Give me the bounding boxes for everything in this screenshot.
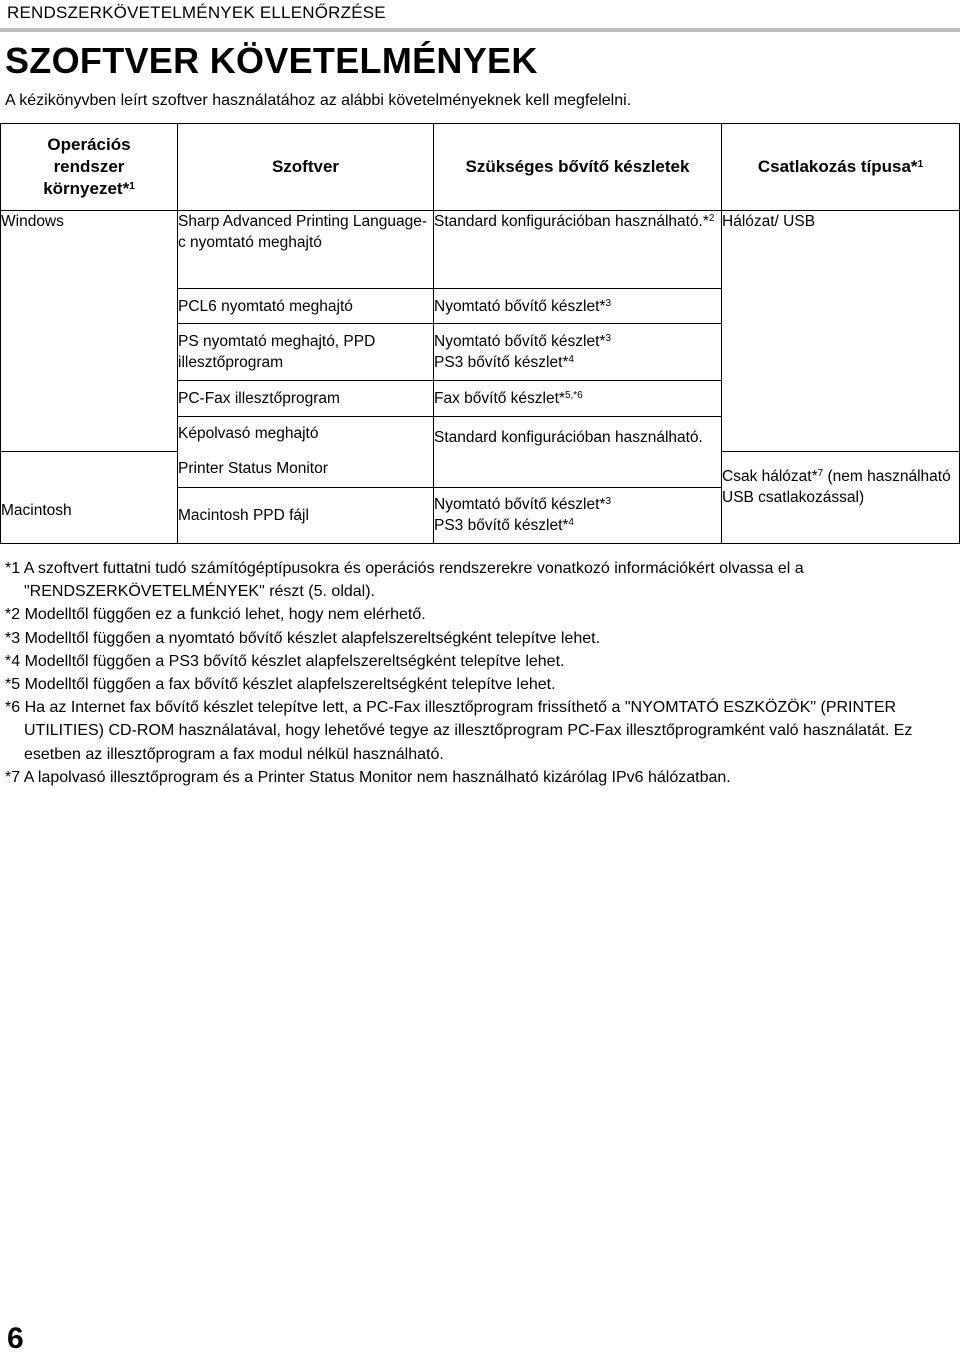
software-psm: Printer Status Monitor (178, 452, 434, 488)
software-macppd: Macintosh PPD fájl (178, 488, 434, 544)
kit-pcl6: Nyomtató bővítő készlet*$^3$ (434, 289, 722, 324)
header-software: Szoftver (178, 124, 434, 211)
software-pcl6: PCL6 nyomtató meghajtó (178, 289, 434, 324)
footnote-5: *5 Modelltől függően a fax bővítő készlet alapfelszereltségként telepítve lehet. (5, 676, 556, 694)
page-number: 6 (7, 1322, 24, 1355)
table-row (1, 211, 960, 289)
header-os: Operációs rendszer környezet*$^1$ (1, 124, 178, 211)
footnote-3: *3 Modelltől függően a nyomtató bővítő készlet alapfelszereltségként telepítve lehet. (5, 629, 601, 647)
requirements-table (0, 123, 960, 544)
page-title: SZOFTVER KÖVETELMÉNYEK (5, 40, 538, 81)
os-macintosh: Macintosh (1, 452, 178, 544)
footnote-2: *2 Modelltől függően ez a funkció lehet, hogy nem elérhető. (5, 606, 426, 624)
connection-net-only: Csak hálózat*$^7$ (nem használható USB csatlakozással) (722, 452, 960, 544)
footnote-7: *7 A lapolvasó illesztőprogram és a Printer Status Monitor nem használható kizárólag IPv6 hálózatban. (5, 768, 731, 786)
header-kits: Szükséges bővítő készletek (434, 124, 722, 211)
footnote-6: *6 Ha az Internet fax bővítő készlet telepítve lett, a PC-Fax illesztőprogram frissíthető a "NYOMTATÓ ESZKÖZÖK" (PRINTER UTILITIES) CD-ROM használatával, hogy lehetővé tegye az illesztőprogram PC-Fax illesztőprogramként való használatát. Ez esetben az illesztőprogram a fax modul nélkül használható. (5, 699, 913, 763)
header-connection: Csatlakozás típusa*$^1$ (722, 124, 960, 211)
footnote-1: *1 A szoftvert futtatni tudó számítógéptípusokra és operációs rendszerekre vonatkozó információkért olvassa el a "RENDSZERKÖVETELMÉNYEK" részt (5. oldal). (5, 560, 804, 601)
header-row (1, 124, 960, 211)
kit-standard-1: Standard konfigurációban használható.*$^2$ (434, 211, 722, 289)
kit-fax: Fax bővítő készlet*$^{5,*6}$ (434, 381, 722, 417)
os-windows: Windows (1, 211, 178, 452)
software-scanner: Képolvasó meghajtó (178, 417, 434, 452)
intro-text: A kézikönyvben leírt szoftver használatához az alábbi követelményeknek kell megfelelni. (5, 92, 632, 109)
footnotes (5, 557, 955, 789)
kit-ps: Nyomtató bővítő készlet*$^3$ PS3 bővítő készlet*$^4$ (434, 324, 722, 381)
running-head: RENDSZERKÖVETELMÉNYEK ELLENŐRZÉSE (7, 3, 386, 22)
header-rule (0, 28, 960, 32)
connection-net-usb: Hálózat/ USB (722, 211, 960, 452)
software-spl: Sharp Advanced Printing Language-c nyomtató meghajtó (178, 211, 434, 289)
software-ps: PS nyomtató meghajtó, PPD illesztőprogram (178, 324, 434, 381)
kit-standard-2: Standard konfigurációban használható. (434, 417, 722, 488)
software-pcfax: PC-Fax illesztőprogram (178, 381, 434, 417)
footnote-4: *4 Modelltől függően a PS3 bővítő készlet alapfelszereltségként telepítve lehet. (5, 652, 565, 670)
kit-mac: Nyomtató bővítő készlet*$^3$ PS3 bővítő készlet*$^4$ (434, 488, 722, 544)
